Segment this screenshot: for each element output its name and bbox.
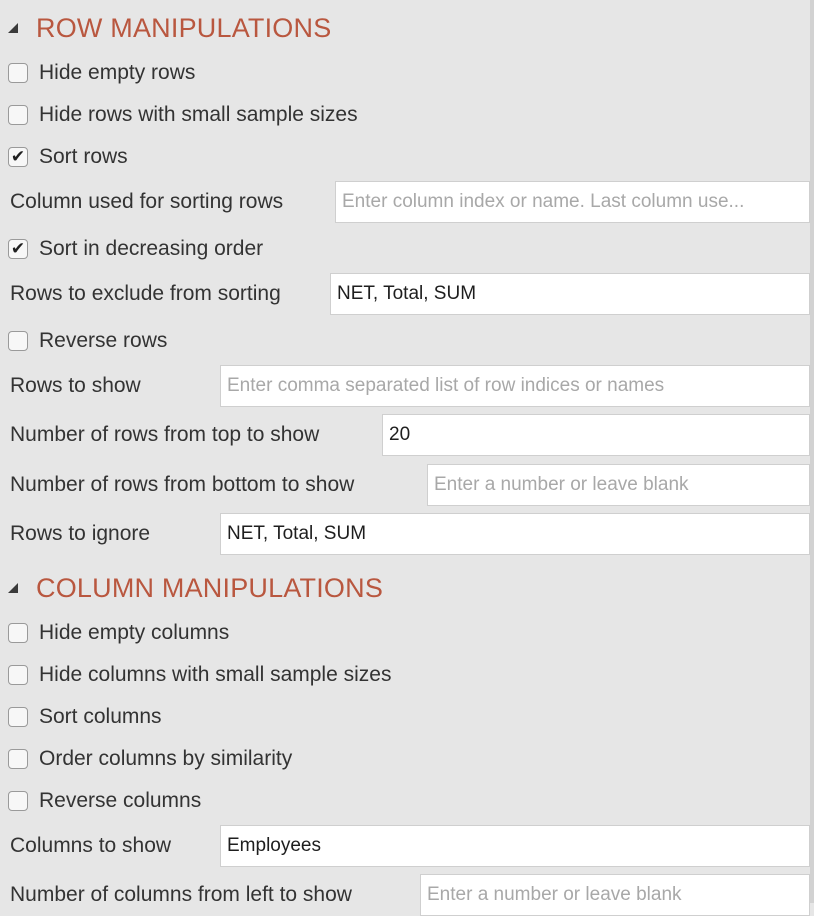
reverse-columns-checkbox[interactable] bbox=[8, 791, 28, 811]
checkbox-label: Reverse columns bbox=[39, 789, 202, 812]
input-text: NET, Total, SUM bbox=[227, 523, 367, 544]
hide-small-columns-option[interactable] bbox=[8, 661, 391, 689]
field-label: Column used for sorting rows bbox=[10, 190, 284, 213]
field-label: Number of columns from left to show bbox=[10, 883, 352, 906]
reverse-columns-option[interactable] bbox=[8, 787, 201, 815]
top-rows-row bbox=[10, 414, 810, 456]
hide-empty-columns-checkbox[interactable] bbox=[8, 623, 28, 643]
section-title: ROW MANIPULATIONS bbox=[36, 12, 332, 43]
input-text: 20 bbox=[389, 424, 411, 445]
input-text: Enter comma separated list of row indices or names bbox=[227, 375, 665, 396]
sort-columns-checkbox[interactable] bbox=[8, 707, 28, 727]
sort-column-row bbox=[10, 181, 810, 223]
rows-to-ignore-row bbox=[10, 513, 810, 555]
hide-empty-rows-option[interactable] bbox=[8, 59, 195, 87]
checkbox-label: Sort in decreasing order bbox=[39, 237, 264, 260]
rows-to-show-input[interactable] bbox=[220, 365, 810, 407]
column-manipulations-header[interactable] bbox=[8, 570, 383, 606]
hide-small-columns-checkbox[interactable] bbox=[8, 665, 28, 685]
hide-empty-rows-checkbox[interactable] bbox=[8, 63, 28, 83]
order-similarity-checkbox[interactable] bbox=[8, 749, 28, 769]
input-text: Employees bbox=[227, 835, 321, 856]
checkbox-label: Hide empty columns bbox=[39, 621, 230, 644]
hide-empty-columns-option[interactable] bbox=[8, 619, 229, 647]
rows-to-show-row bbox=[10, 365, 810, 407]
input-text: Enter column index or name. Last column use... bbox=[342, 191, 745, 212]
columns-to-show-input[interactable] bbox=[220, 825, 810, 867]
field-label: Number of rows from bottom to show bbox=[10, 473, 355, 496]
checkbox-label: Reverse rows bbox=[39, 329, 168, 352]
exclude-sorting-row bbox=[10, 273, 810, 315]
input-text: NET, Total, SUM bbox=[337, 283, 477, 304]
reverse-rows-option[interactable] bbox=[8, 327, 167, 355]
rows-to-ignore-input[interactable] bbox=[220, 513, 810, 555]
field-label: Columns to show bbox=[10, 834, 172, 857]
scrollbar-track[interactable] bbox=[810, 0, 814, 903]
checkbox-label: Order columns by similarity bbox=[39, 747, 293, 770]
order-similarity-option[interactable] bbox=[8, 745, 292, 773]
columns-to-show-row bbox=[10, 825, 810, 867]
bottom-rows-row bbox=[10, 464, 810, 506]
input-text: Enter a number or leave blank bbox=[434, 474, 689, 495]
collapse-triangle-icon[interactable] bbox=[8, 583, 18, 593]
checkbox-label: Sort columns bbox=[39, 705, 162, 728]
field-label: Rows to exclude from sorting bbox=[10, 282, 281, 305]
checkbox-label: Hide columns with small sample sizes bbox=[39, 663, 392, 686]
sort-rows-checkbox[interactable]: ✔ bbox=[8, 147, 28, 167]
sort-column-input[interactable] bbox=[335, 181, 810, 223]
hide-small-rows-checkbox[interactable] bbox=[8, 105, 28, 125]
sort-decreasing-option[interactable] bbox=[8, 235, 263, 263]
bottom-rows-input[interactable] bbox=[427, 464, 810, 506]
sort-columns-option[interactable] bbox=[8, 703, 162, 731]
sort-rows-option[interactable] bbox=[8, 143, 128, 171]
input-text: Enter a number or leave blank bbox=[427, 884, 682, 905]
section-title: COLUMN MANIPULATIONS bbox=[36, 572, 384, 603]
left-columns-input[interactable] bbox=[420, 874, 810, 916]
checkbox-label: Hide empty rows bbox=[39, 61, 196, 84]
hide-small-rows-option[interactable] bbox=[8, 101, 358, 129]
left-columns-row bbox=[10, 874, 810, 916]
checkbox-label: Sort rows bbox=[39, 145, 128, 168]
sort-decreasing-checkbox[interactable]: ✔ bbox=[8, 239, 28, 259]
field-label: Rows to show bbox=[10, 374, 141, 397]
field-label: Rows to ignore bbox=[10, 522, 151, 545]
row-manipulations-header[interactable] bbox=[8, 10, 331, 46]
collapse-triangle-icon[interactable] bbox=[8, 23, 18, 33]
field-label: Number of rows from top to show bbox=[10, 423, 320, 446]
top-rows-input[interactable] bbox=[382, 414, 810, 456]
exclude-sorting-input[interactable] bbox=[330, 273, 810, 315]
checkbox-label: Hide rows with small sample sizes bbox=[39, 103, 358, 126]
reverse-rows-checkbox[interactable] bbox=[8, 331, 28, 351]
